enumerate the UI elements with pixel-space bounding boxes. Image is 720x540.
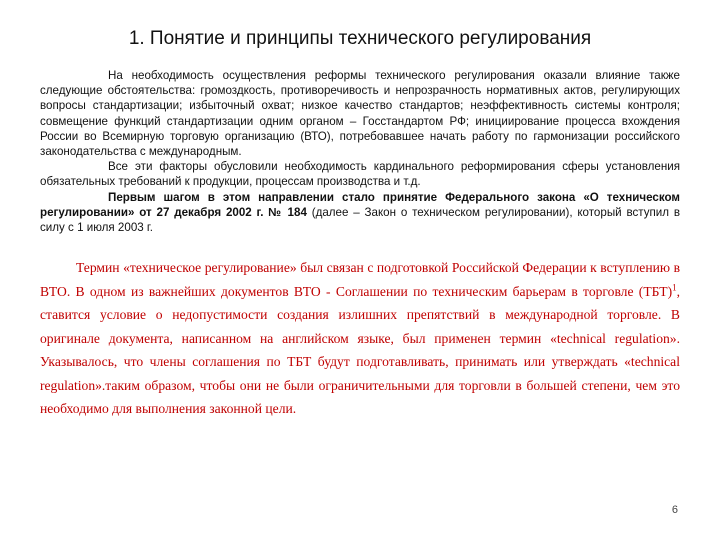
federal-law-rest-text: (далее – Закон о техническом регулировании), который вступил в силу с 1 июля 2003 г. (40, 205, 680, 235)
term-text-part1: Термин «техническое регулирование» был связан с подготовкой Российской Федерации к вступлению в ВТО. В одном из важнейших документов ВТО - Соглашении по техническим барьерам в торговле (ТБТ) (40, 260, 680, 299)
footnote-marker: 1 (672, 281, 677, 292)
term-text-part2: , ставится условие о недопустимости создания излишних препятствий в международной торговле. В оригинале документа, написанном на английском языке, был применен термин «technical regulation». Указывалось, что члены соглашения по ТБТ будут подготавливать, принимать или утверждать «technical regulation».таким образом, чтобы они не были ограничительными для торговли в большей степени, чем это необходимо для выполнения законной цели. (40, 283, 680, 416)
paragraph-conclusion: Все эти факторы обусловили необходимость кардинального реформирования сферы установления обязательных требований к продукции, процессам производства и т.д. (40, 160, 680, 189)
federal-law-bold-text: Первым шагом в этом направлении стало принятие Федерального закона «О техническом регулировании» от 27 декабря 2002 г. № 184 (40, 190, 680, 219)
body-text-red (40, 256, 680, 421)
body-text-black (40, 68, 680, 235)
paragraph-term-definition (40, 256, 680, 421)
slide-title: 1. Понятие и принципы технического регулирования (128, 28, 592, 49)
page-number: 6 (671, 504, 678, 516)
paragraph-factors: На необходимость осуществления реформы технического регулирования оказали влияние также следующие обстоятельства: громоздкость, противоречивость и непрозрачность нормативных актов, регулирующих вопросы стандартизации; избыточный охват; низкое качество стандартов; неэффективность системы контроля; совмещение функций стандартизации одним органом – Госстандартом РФ; инициирование процесса вхождения России во Всемирную торговую организацию (ВТО), потребовавшее начать работу по гармонизации российского законодательства с международным. (40, 69, 680, 159)
paragraph-first-step (40, 190, 680, 236)
